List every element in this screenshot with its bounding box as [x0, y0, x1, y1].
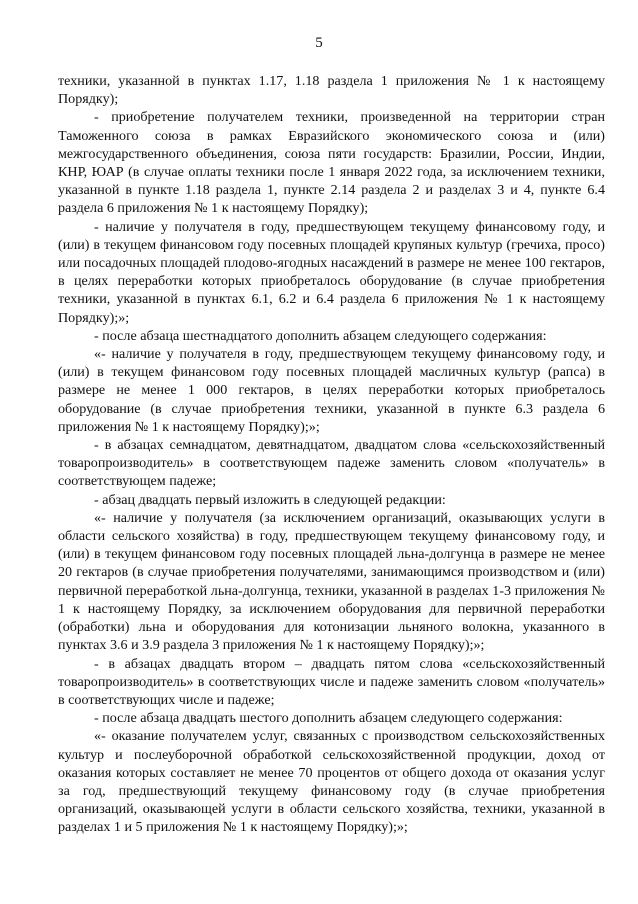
page-number: 5: [315, 35, 323, 51]
paragraph-after-twenty-sixth: - после абзаца двадцать шестого дополнить абзацем следующего содержания:: [94, 710, 563, 727]
paragraph-services-income: «- оказание получателем услуг, связанных с производством сельскохозяйственных культур и послеуборочной обработкой сельскохозяйственной продукции, доход от оказания которых составляет не менее 70 процентов от общего дохода от оказания услуг за год, предшествующий текущему финансовому году (в случае приобретения организаций, оказывающей услуги в области сельского хозяйства, техники, указанной в разделах 1 и 5 приложения № 1 к настоящему Порядку);»;: [58, 728, 605, 836]
paragraph-continuation: техники, указанной в пунктах 1.17, 1.18 раздела 1 приложения № 1 к настоящему Порядку);: [58, 73, 605, 108]
paragraph-flax-areas: «- наличие у получателя (за исключением организаций, оказывающих услуги в области сельского хозяйства) в году, предшествующем текущему финансовому году, и (или) в текущем финансовом году посевных площадей льна-долгунца в размере не менее 20 гектаров (в случае приобретения получателями, занимающимся производством и (или) первичной переработкой льна-долгунца, техники, указанной в разделах 1-3 приложения № 1 к настоящему Порядку, за исключением оборудования для первичной переработки (обработки) льна и оборудования для котонизации льняного волокна, указанного в пунктах 3.6 и 3.9 раздела 3 приложения № 1 к настоящему Порядку);»;: [58, 509, 605, 654]
paragraph-purchase-eaeu-brics: - приобретение получателем техники, произведенной на территории стран Таможенного союза в рамках Евразийского экономического союза и (или) межгосударственного объединения, союза пяти государств: Бразилии, России, Индии, КНР, ЮАР (в случае оплаты техники после 1 января 2022 года, за исключением техники, указанной в пункте 1.18 раздела 1, пункте 2.14 раздела 2 и разделах 3 и 4, пункте 6.4 раздела 6 приложения № 1 к настоящему Порядку);: [58, 109, 605, 217]
paragraph-oilseed-areas: «- наличие у получателя в году, предшествующем текущему финансовому году, и (или) в текущем финансовом году посевных площадей масличных культур (рапса) в размере не менее 1 000 гектаров, в целях переработки которых приобреталось оборудование (в случае приобретения техники, указанной в пункте 6.3 раздела 6 приложения № 1 к настоящему Порядку);»;: [58, 346, 605, 435]
paragraph-replace-words-22-25: - в абзацах двадцать втором – двадцать пятом слова «сельскохозяйственный товаропроизводитель» в соответствующих числе и падеже заменить словом «получатель» в соответствующих числе и падеже;: [58, 655, 605, 708]
paragraph-replace-words: - в абзацах семнадцатом, девятнадцатом, двадцатом слова «сельскохозяйственный товаропроизводитель» в соответствующем падеже заменить словом «получатель» в соответствующем падеже;: [58, 437, 605, 490]
paragraph-twenty-first-new-wording: - абзац двадцать первый изложить в следующей редакции:: [94, 491, 446, 508]
paragraph-grain-fruit-areas: - наличие у получателя в году, предшествующем текущему финансовому году, и (или) в текущем финансовом году посевных площадей крупяных культур (гречиха, просо) или посадочных площадей плодово-ягодных насаждений в размере не менее 100 гектаров, в целях переработки которых приобреталось оборудование (в случае приобретения техники, указанной в пунктах 6.1, 6.2 и 6.4 раздела 6 приложения № 1 к настоящему Порядку);»;: [58, 218, 605, 326]
paragraph-after-sixteenth: - после абзаца шестнадцатого дополнить абзацем следующего содержания:: [94, 327, 547, 344]
document-body: [58, 72, 605, 837]
